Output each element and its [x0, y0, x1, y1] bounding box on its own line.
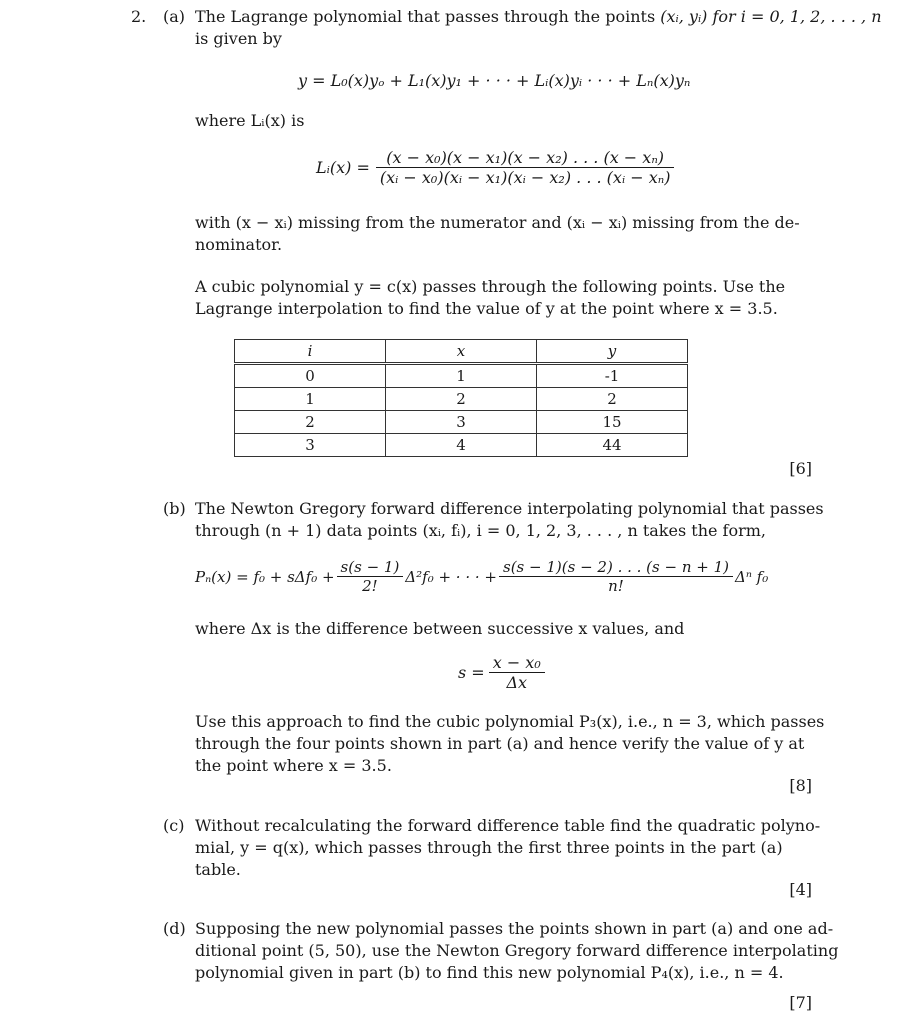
- ng-fraction-1: [337, 558, 404, 595]
- part-d-line2: ditional point (5, 50), use the Newton Gregory forward difference interpolating: [195, 941, 839, 960]
- ng-fraction-2-numerator: s(s − 1)(s − 2) . . . (s − n + 1): [503, 558, 729, 576]
- part-b-line2: through (n + 1) data points (xᵢ, fᵢ), i = 0, 1, 2, 3, . . . , n takes the form,: [195, 521, 767, 540]
- missing-note-line1: with (x − xᵢ) missing from the numerator and (xᵢ − xᵢ) missing from the de-: [195, 213, 800, 232]
- cell-x: 2: [386, 388, 537, 411]
- data-points-table: [234, 339, 688, 457]
- cell-i: 1: [235, 388, 386, 411]
- ng-fraction-1-denominator: 2!: [337, 576, 404, 595]
- part-a-intro-text: The Lagrange polynomial that passes through the points: [195, 7, 661, 26]
- cell-y: 44: [537, 434, 688, 457]
- table-row: [235, 434, 688, 457]
- part-d-marks: [7]: [789, 993, 812, 1012]
- part-d-line1: Supposing the new polynomial passes the points shown in part (a) and one ad-: [195, 919, 834, 938]
- cell-y: -1: [537, 364, 688, 388]
- lagrange-sum-equation: y = L₀(x)yₒ + L₁(x)y₁ + · · · + Lᵢ(x)yᵢ · · · + Lₙ(x)yₙ: [298, 71, 691, 90]
- part-b-label: (b): [163, 499, 186, 518]
- newton-gregory-equation: [195, 558, 768, 595]
- part-b-marks: [8]: [789, 776, 812, 795]
- basis-numerator: (x − x₀)(x − x₁)(x − x₂) . . . (x − xₙ): [386, 148, 665, 167]
- s-lhs: s =: [458, 663, 485, 682]
- part-c-label: (c): [163, 816, 185, 835]
- part-c-marks: [4]: [789, 880, 812, 899]
- part-c-line1: Without recalculating the forward difference table find the quadratic polyno-: [195, 816, 821, 835]
- table-row: [235, 388, 688, 411]
- cubic-instruction-line2: Lagrange interpolation to find the value of y at the point where x = 3.5.: [195, 299, 778, 318]
- ng-lhs: Pₙ(x) = f₀ + sΔf₀ +: [195, 567, 335, 586]
- cell-x: 4: [386, 434, 537, 457]
- header-i: i: [235, 340, 386, 364]
- table-row: [235, 411, 688, 434]
- part-b-use-line1: Use this approach to find the cubic polynomial P₃(x), i.e., n = 3, which passes: [195, 712, 825, 731]
- header-x: x: [386, 340, 537, 364]
- part-d-line3: polynomial given in part (b) to find this new polynomial P₄(x), i.e., n = 4.: [195, 963, 784, 982]
- lagrange-basis-equation: [316, 148, 674, 187]
- missing-note-line2: nominator.: [195, 235, 283, 254]
- cell-y: 2: [537, 388, 688, 411]
- ng-middle: Δ²f₀ + · · · +: [405, 567, 497, 586]
- cubic-instruction-line1: A cubic polynomial y = c(x) passes through the following points. Use the: [195, 277, 786, 296]
- cell-x: 3: [386, 411, 537, 434]
- part-a-intro-line1: [195, 6, 882, 28]
- part-a-intro-math: (xᵢ, yᵢ) for i = 0, 1, 2, . . . , n: [660, 7, 882, 26]
- ng-fraction-2: [499, 558, 733, 595]
- cell-i: 2: [235, 411, 386, 434]
- part-d-label: (d): [163, 919, 186, 938]
- s-numerator: x − x₀: [492, 653, 541, 672]
- part-c-line2: mial, y = q(x), which passes through the first three points in the part (a): [195, 838, 783, 857]
- question-number: 2.: [131, 7, 147, 26]
- s-fraction: [489, 653, 545, 692]
- ng-fraction-2-denominator: n!: [499, 576, 733, 595]
- table-header-row: [235, 340, 688, 364]
- basis-lhs: Lᵢ(x) =: [316, 158, 370, 177]
- cell-i: 0: [235, 364, 386, 388]
- basis-denominator: (xᵢ − x₀)(xᵢ − x₁)(xᵢ − x₂) . . . (xᵢ − xₙ): [376, 167, 675, 187]
- header-y: y: [537, 340, 688, 364]
- cell-y: 15: [537, 411, 688, 434]
- part-b-use-line3: the point where x = 3.5.: [195, 756, 392, 775]
- s-definition-equation: [458, 653, 545, 692]
- s-denominator: Δx: [489, 672, 545, 692]
- ng-tail: Δⁿ f₀: [735, 567, 769, 586]
- table-row: [235, 364, 688, 388]
- ng-fraction-1-numerator: s(s − 1): [340, 558, 400, 576]
- cell-x: 1: [386, 364, 537, 388]
- part-b-use-line2: through the four points shown in part (a) and hence verify the value of y at: [195, 734, 805, 753]
- part-a-marks: [6]: [789, 459, 812, 478]
- basis-fraction: [376, 148, 675, 187]
- part-a-intro-line2: is given by: [195, 29, 282, 48]
- where-li-text: where Lᵢ(x) is: [195, 111, 305, 130]
- part-b-line1: The Newton Gregory forward difference interpolating polynomial that passes: [195, 499, 824, 518]
- part-b-where-line: where Δx is the difference between successive x values, and: [195, 619, 685, 638]
- cell-i: 3: [235, 434, 386, 457]
- part-c-line3: table.: [195, 860, 241, 879]
- part-a-label: (a): [163, 7, 186, 26]
